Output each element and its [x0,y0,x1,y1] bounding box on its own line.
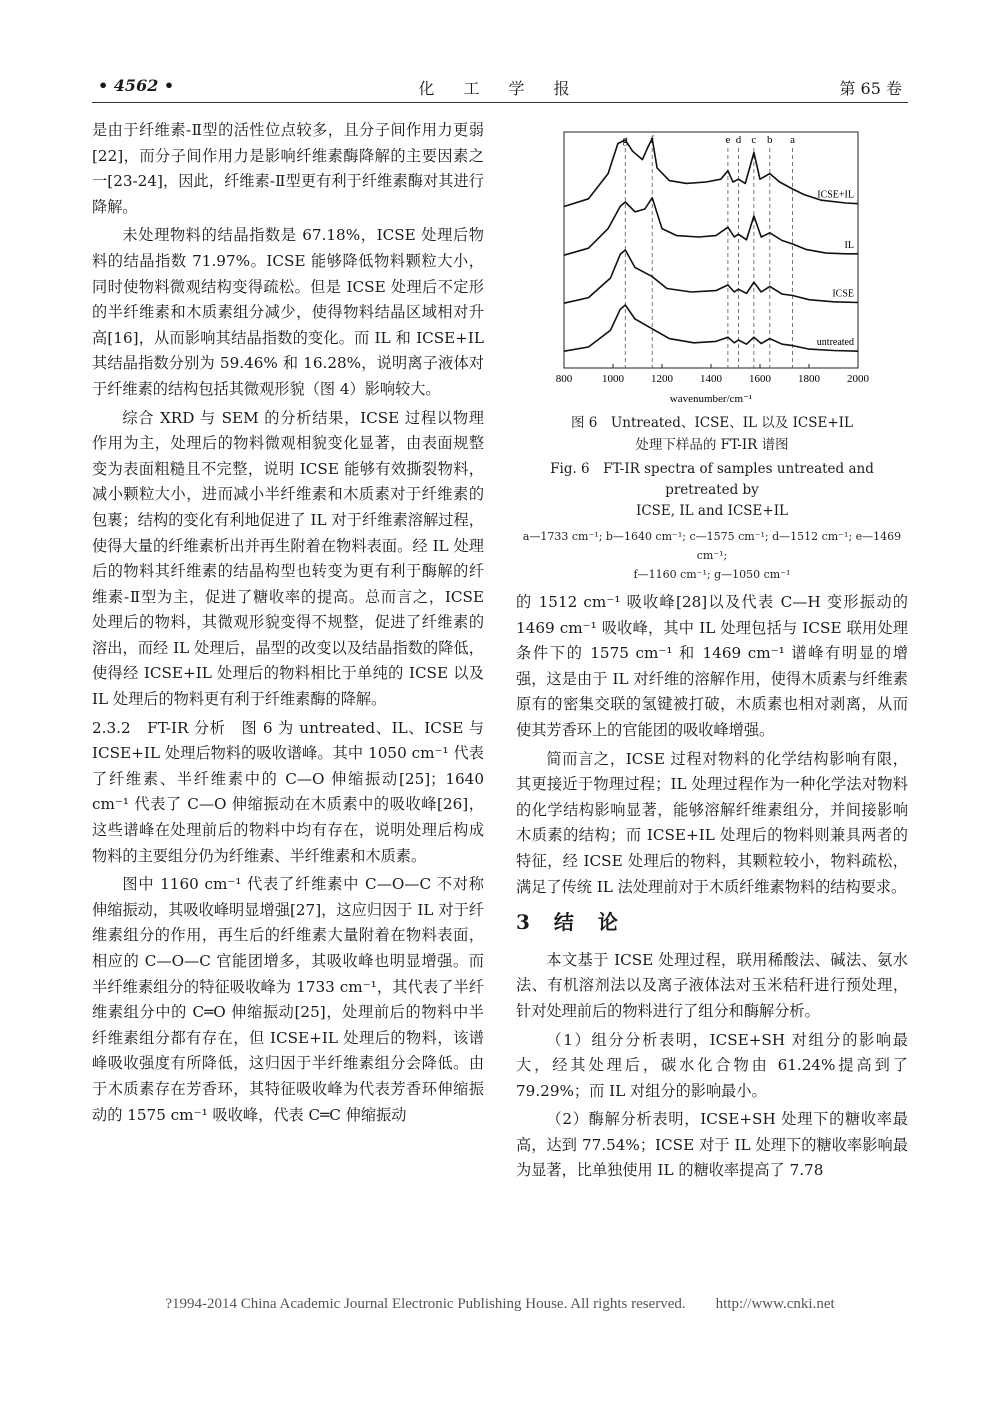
subsection-paragraph: 2.3.2 FT-IR 分析 图 6 为 untreated、IL、ICSE 与 ICSE+IL 处理后物料的吸收谱峰。其中 1050 cm⁻¹ 代表了纤维素、半纤维素中的 C—O 伸缩振动[25]；1640 cm⁻¹ 代表了 C—O 伸缩振动在木质素中的吸收峰[26]，这些谱峰在处理前后的物料中均有存在，说明处理后构成物料的主要组分仍为纤维素、半纤维素和木质素。 [92,718,484,865]
x-tick-label: 1200 [651,373,673,385]
paragraph: 简而言之，ICSE 过程对物料的化学结构影响有限，其更接近于物理过程；IL 处理过程作为一种化学法对物料的化学结构影响显著，能够溶解纤维素组分，并间接影响木质素的结构；而 ICSE+IL 处理后的物料则兼具两者的特征，经 ICSE 处理后的物料，其颗粒较小，物料疏松，满足了传统 IL 法处理前对于木质纤维素物料的结构要求。 [516,749,908,896]
x-tick-label: 1000 [602,373,624,385]
paragraph: （2）酶解分析表明，ICSE+SH 处理下的糖收率最高，达到 77.54%；ICSE 对于 IL 处理下的糖收率影响最为显著，比单独使用 IL 的糖收率提高了 7.78 [516,1110,908,1180]
caption-en-line: Fig. 6 FT-IR spectra of samples untreated and pretreated by [550,461,874,498]
peak-letter: d [735,134,742,146]
spectrum-label: ICSE+IL [817,189,854,201]
volume-label: 第 65 卷 [839,79,902,98]
caption-cn-line: 处理下样品的 FT-IR 谱图 [635,437,789,453]
page-number: • 4562 • [98,76,175,95]
right-column [516,118,908,1187]
section-title: 3 结 论 [516,910,620,935]
spectrum-line [564,139,858,207]
spectrum-label: untreated [816,337,854,349]
x-tick-label: 1800 [798,373,820,385]
figure-caption-cn [516,412,908,456]
caption-en-line: ICSE, IL and ICSE+IL [636,503,788,519]
figure-caption-en [516,459,908,522]
spectrum-label: ICSE [832,288,854,300]
peak-legend-line: a—1733 cm⁻¹; b—1640 cm⁻¹; c—1575 cm⁻¹; d—1512 cm⁻¹; e—1469 cm⁻¹; [522,530,902,562]
spectrum-line [564,198,858,255]
left-column [92,118,484,1131]
copyright-footer: ?1994-2014 China Academic Journal Electronic Publishing House. All rights reserved. http://www.cnki.net [165,1296,835,1312]
spectrum-line [564,250,858,303]
figure-6 [516,118,908,584]
ftir-chart [548,118,878,408]
x-axis-label: wavenumber/cm⁻¹ [669,393,753,405]
peak-letter: e [725,134,731,146]
paragraph: 未处理物料的结晶指数是 67.18%，ICSE 处理后物料的结晶指数 71.97%。ICSE 能够降低物料颗粒大小，同时使物料微观结构变得疏松。但是 ICSE 处理后不定形的半纤维素和木质素组分减少，使得物料结晶区域相对升高[16]，从而影响其结晶指数的变化。而 IL 和 ICSE+IL 其结晶指数分别为 59.46% 和 16.28%，说明离子液体对于纤维素的结构包括其微观形貌（图 4）影响较大。 [92,226,484,398]
x-tick-label: 1400 [700,373,722,385]
caption-cn-line: 图 6 Untreated、ICSE、IL 以及 ICSE+IL [571,415,853,431]
peak-legend-line: f—1160 cm⁻¹; g—1050 cm⁻¹ [633,568,791,581]
peak-letter: c [751,134,757,146]
paragraph: 本文基于 ICSE 处理过程，联用稀酸法、碱法、氨水法、有机溶剂法以及离子液体法对玉米秸秆进行预处理，针对处理前后的物料进行了组分和酶解分析。 [516,950,908,1020]
running-header [92,72,908,103]
peak-letter: g [622,134,628,146]
paragraph: 的 1512 cm⁻¹ 吸收峰[28]以及代表 C—H 变形振动的 1469 cm⁻¹ 吸收峰，其中 IL 处理包括与 ICSE 联用处理条件下的 1575 cm⁻¹ 和 1469 cm⁻¹ 谱峰有明显的增强，这是由于 IL 对纤维的溶解作用，使得木质素与纤维素原有的密集交联的氢键被打破，木质素也相对剥离，从而使其芳香环上的官能团的吸收峰增强。 [516,593,908,739]
x-tick-label: 2000 [847,373,869,385]
peak-letter: f [650,134,655,146]
paragraph: 是由于纤维素-Ⅱ型的活性位点较多，且分子间作用力更弱[22]，而分子间作用力是影响纤维素酶降解的主要因素之一[23-24]，因此，纤维素-Ⅱ型更有利于纤维素酶对其进行降解。 [92,121,484,216]
x-tick-label: 1600 [749,373,771,385]
figure-peak-legend [516,527,908,584]
spectrum-line [564,305,858,351]
paragraph: 综合 XRD 与 SEM 的分析结果，ICSE 过程以物理作用为主，处理后的物料微观相貌变化显著，由表面规整变为表面粗糙且不完整，说明 ICSE 能够有效撕裂物料，减小颗粒大小，进而减小半纤维素和木质素对于纤维素的包裹；结构的变化有利地促进了 IL 对于纤维素溶解过程，使得大量的纤维素析出并再生附着在物料表面。经 IL 处理后的物料其纤维素的结晶构型也转变为更有利于酶解的纤维素-Ⅱ型为主，促进了糖收率的提高。总而言之，ICSE 处理后的物料，其微观形貌变得不规整，促进了纤维素的溶出，而经 IL 处理后，晶型的改变以及结晶指数的降低，使得经 ICSE+IL 处理后的物料相比于单纯的 ICSE 以及 IL 处理后的物料更有利于纤维素酶的降解。 [92,408,484,709]
paragraph: 图中 1160 cm⁻¹ 代表了纤维素中 C—O—C 不对称伸缩振动，其吸收峰明显增强[27]，这应归因于 IL 对于纤维素组分的作用，再生后的纤维素大量附着在物料表面，相应的 C—O—C 官能团增多，其吸收峰也明显增强。而半纤维素组分的特征吸收峰为 1733 cm⁻¹，其代表了半纤维素组分中的 C═O 伸缩振动[25]，处理前后的物料中半纤维素组分都有存在，但 ICSE+IL 处理后的物料，该谱峰吸收强度有所降低，这归因于半纤维素组分会降低。由于木质素存在芳香环，其特征吸收峰为代表芳香环伸缩振动的 1575 cm⁻¹ 吸收峰，代表 C═C 伸缩振动 [92,875,484,1124]
peak-letter: a [790,134,796,146]
x-tick-label: 800 [555,373,573,385]
spectrum-label: IL [844,239,854,251]
paragraph: （1）组分分析表明，ICSE+SH 对组分的影响最大，经其处理后，碳水化合物由 61.24%提高到了 79.29%；而 IL 对组分的影响最小。 [516,1030,908,1100]
journal-name: 化 工 学 报 [418,79,582,98]
peak-letter: b [767,134,773,146]
